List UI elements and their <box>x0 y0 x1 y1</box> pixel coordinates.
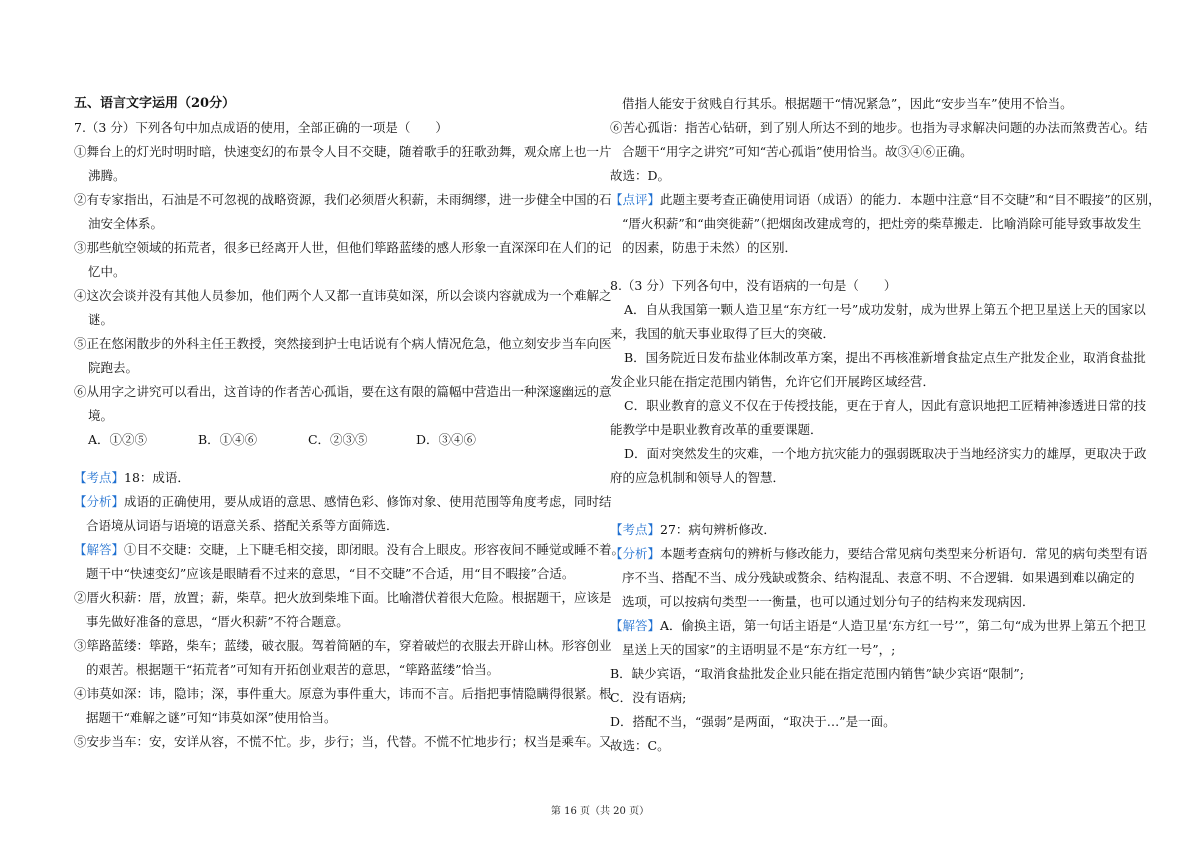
q7-option-b[interactable]: B．①④⑥ <box>197 432 258 447</box>
q7-jieda-1: ①目不交睫：交睫，上下睫毛相交接，即闭眼。没有合上眼皮。形容夜间不睡觉或睡不着。 <box>124 542 625 557</box>
q7-options <box>74 428 594 452</box>
q7-sentence-2-cont: 油安全体系。 <box>88 216 164 231</box>
q8-fenxi-cont-1: 序不当、搭配不当、成分残缺或赘余、结构混乱、表意不明、不合逻辑．如果遇到难以确定的 <box>622 570 1135 585</box>
q7-sentence-5: ⑤正在悠闲散步的外科主任王教授，突然接到护士电话说有个病人情况危急，他立刻安步当车向医 <box>74 336 612 351</box>
section-title: 五、语言文字运用（20分） <box>74 96 236 111</box>
jieda-tag: 【解答】 <box>74 542 125 557</box>
q7-jieda-6-cont: 合题干“用字之讲究”可知“苦心孤诣”使用恰当。故③④⑥正确。 <box>622 144 973 159</box>
page-footer: 第 16 页（共 20 页） <box>550 806 650 817</box>
q8-option-b[interactable]: B．国务院近日发布盐业体制改革方案，提出不再核准新增食盐定点生产批发企业，取消食盐批 <box>624 350 1146 365</box>
q7-dianping: 此题主要考查正确使用词语（成语）的能力．本题中注意“目不交睫”和“目不暇接”的区别， <box>660 192 1161 207</box>
q8-kaodian-tag: 【考点】 <box>610 522 661 537</box>
q7-sentence-6: ⑥从用字之讲究可以看出，这首诗的作者苦心孤诣，要在这有限的篇幅中营造出一种深邃幽远的意 <box>74 384 612 399</box>
q7-option-c[interactable]: C．②③⑤ <box>307 432 368 447</box>
q7-jieda-2-cont: 事先做好准备的意思，“厝火积薪”不符合题意。 <box>86 614 349 629</box>
q8-jieda-a: A．偷换主语，第一句话主语是“人造卫星‘东方红一号’”，第二句“成为世界上第五个把卫 <box>660 618 1147 633</box>
q7-sentence-4: ④这次会谈并没有其他人员参加，他们两个人又都一直讳莫如深，所以会谈内容就成为一个难解之 <box>74 288 612 303</box>
q7-jieda-5: ⑤安步当车：安，安详从容，不慌不忙。步，步行；当，代替。不慌不忙地步行；权当是乘车。又 <box>74 734 612 749</box>
q8-option-d[interactable]: D．面对突然发生的灾难，一个地方抗灾能力的强弱既取决于当地经济实力的雄厚，更取决于政 <box>624 446 1147 461</box>
q7-sentence-6-cont: 境。 <box>88 408 114 423</box>
q7-stem: 7.（3 分）下列各句中加点成语的使用，全部正确的一项是（ ） <box>74 120 448 135</box>
left-column <box>74 92 625 754</box>
q8-jieda-d: D．搭配不当，“强弱”是两面，“取决于…”是一面。 <box>610 714 896 729</box>
q8-jieda-a-cont: 星送上天的国家”的主语明显不是“东方红一号”，; <box>622 642 896 657</box>
fenxi-tag: 【分析】 <box>74 494 125 509</box>
q7-option-d[interactable]: D．③④⑥ <box>415 432 476 447</box>
q8-option-a-cont: 来，我国的航天事业取得了巨大的突破． <box>610 326 836 341</box>
q7-jieda-4-cont: 据题干“难解之谜”可知“讳莫如深”使用恰当。 <box>86 710 337 725</box>
q8-jieda-tag: 【解答】 <box>610 618 661 633</box>
q7-sentence-3-cont: 忆中。 <box>88 264 126 279</box>
q8-option-b-cont: 发企业只能在指定范围内销售，允许它们开展跨区域经营． <box>610 374 936 389</box>
q7-jieda-6: ⑥苦心孤诣：指苦心钻研，到了别人所达不到的地步。也指为寻求解决问题的办法而煞费苦心。结 <box>610 120 1148 135</box>
q7-jieda-4: ④讳莫如深：讳，隐讳；深，事件重大。原意为事件重大，讳而不言。后指把事情隐瞒得很紧。根 <box>74 686 612 701</box>
q7-answer: 故选：D。 <box>610 168 671 183</box>
q7-sentence-3: ③那些航空领域的拓荒者，很多已经离开人世，但他们筚路蓝缕的感人形象一直深深印在人们的记 <box>74 240 612 255</box>
q7-dianping-cont-2: 的因素，防患于未然）的区别． <box>622 240 798 255</box>
q7-sentence-4-cont: 谜。 <box>88 312 114 327</box>
q7-option-a[interactable]: A．①②⑤ <box>88 432 148 447</box>
q8-option-a[interactable]: A．自从我国第一颗人造卫星“东方红一号”成功发射，成为世界上第五个把卫星送上天的国家以 <box>624 302 1146 317</box>
q8-option-c-cont: 能教学中是职业教育改革的重要课题． <box>610 422 823 437</box>
q7-jieda-1-cont: 题干中“快速变幻”应该是眼睛看不过来的意思，“目不交睫”不合适，用“目不暇接”合适。 <box>86 566 575 581</box>
q7-jieda-5-cont: 借指人能安于贫贱自行其乐。根据题干“情况紧急”，因此“安步当车”使用不恰当。 <box>622 96 1073 111</box>
q8-answer: 故选：C。 <box>610 738 670 753</box>
q7-jieda-2: ②厝火积薪：厝，放置；薪，柴草。把火放到柴堆下面。比喻潜伏着很大危险。根据题干，应该是 <box>74 590 612 605</box>
q8-option-d-cont: 府的应急机制和领导人的智慧． <box>610 470 786 485</box>
dianping-tag: 【点评】 <box>610 192 661 207</box>
q8-fenxi-tag: 【分析】 <box>610 546 661 561</box>
q7-jieda-3: ③筚路蓝缕：筚路，柴车；蓝缕，破衣服。驾着简陋的车，穿着破烂的衣服去开辟山林。形容创业 <box>74 638 612 653</box>
q8-fenxi: 本题考查病句的辨析与修改能力，要结合常见病句类型来分析语句．常见的病句类型有语 <box>660 546 1148 561</box>
kaodian-tag: 【考点】 <box>74 470 125 485</box>
q7-dianping-cont-1: “厝火积薪”和“曲突徙薪”（把烟囱改建成弯的，把灶旁的柴草搬走．比喻消除可能导致事故发生 <box>622 216 1142 231</box>
q7-fenxi-cont: 合语境从词语与语境的语意关系、搭配关系等方面筛选． <box>86 518 399 533</box>
q7-kaodian: 18：成语． <box>124 470 190 485</box>
q8-kaodian: 27：病句辨析修改． <box>660 522 776 537</box>
q8-stem: 8.（3 分）下列各句中，没有语病的一句是（ ） <box>610 278 897 293</box>
right-column <box>610 92 1161 758</box>
q7-jieda-3-cont: 的艰苦。根据题干“拓荒者”可知有开拓创业艰苦的意思，“筚路蓝缕”恰当。 <box>86 662 500 677</box>
q8-fenxi-cont-2: 选项，可以按病句类型一一衡量，也可以通过划分句子的结构来发现病因． <box>622 594 1035 609</box>
q8-jieda-b: B．缺少宾语，“取消食盐批发企业只能在指定范围内销售”缺少宾语“限制”; <box>610 666 1024 681</box>
q7-sentence-2: ②有专家指出，石油是不可忽视的战略资源，我们必须厝火积薪，未雨绸缪，进一步健全中国的石 <box>74 192 612 207</box>
q7-fenxi: 成语的正确使用，要从成语的意思、感情色彩、修饰对象、使用范围等角度考虑，同时结 <box>124 494 612 509</box>
q7-sentence-1: ①舞台上的灯光时明时暗，快速变幻的布景令人目不交睫，随着歌手的狂歌劲舞，观众席上也一片 <box>74 144 612 159</box>
q7-sentence-1-cont: 沸腾。 <box>88 168 126 183</box>
q8-option-c[interactable]: C．职业教育的意义不仅在于传授技能，更在于育人，因此有意识地把工匠精神渗透进日常的技 <box>624 398 1147 413</box>
q8-jieda-c: C．没有语病; <box>610 690 687 705</box>
q7-sentence-5-cont: 院跑去。 <box>88 360 139 375</box>
